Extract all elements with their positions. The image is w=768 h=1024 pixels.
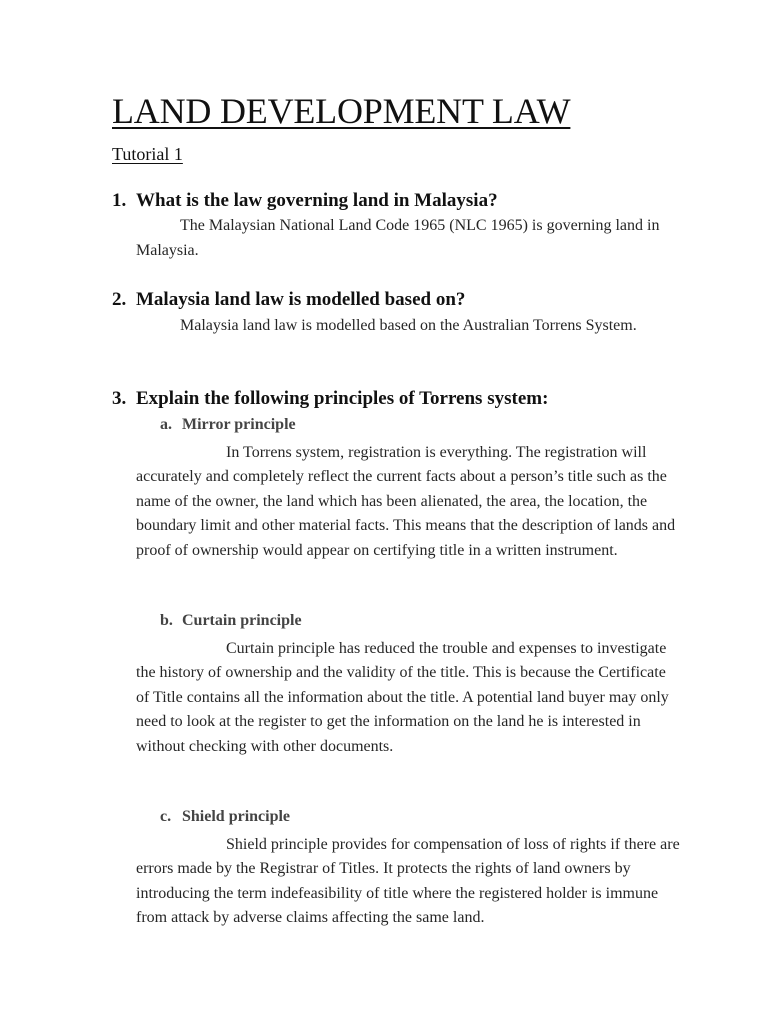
principle-title: Curtain principle xyxy=(182,612,302,629)
principle-letter: b. xyxy=(160,612,173,629)
document-subtitle: Tutorial 1 xyxy=(112,144,183,164)
question-text: Explain the following principles of Torrens system: xyxy=(136,388,549,409)
question-number: 3. xyxy=(112,388,127,409)
principle-heading-curtain xyxy=(160,612,302,630)
principle-title: Mirror principle xyxy=(182,416,296,433)
question-text: What is the law governing land in Malaysia? xyxy=(136,190,498,211)
principle-body-shield: Shield principle provides for compensation of loss of rights if there are errors made by the Registrar of Titles. It protects the rights of land owners by introducing the term indefeasibility of title where the registered holder is immune from attack by adverse claims affecting the same land. xyxy=(136,836,680,927)
question-text: Malaysia land law is modelled based on? xyxy=(136,289,466,310)
question-3 xyxy=(112,388,548,410)
question-1 xyxy=(112,190,498,212)
principle-body-mirror: In Torrens system, registration is everything. The registration will accurately and completely reflect the current facts about a person’s title such as the name of the owner, the land which has been alienated, the area, the location, the boundary limit and other material facts. This means that the description of lands and proof of ownership would appear on certifying title in a written instrument. xyxy=(136,444,676,559)
principle-letter: c. xyxy=(160,808,172,825)
question-number: 2. xyxy=(112,289,127,310)
principle-heading-mirror xyxy=(160,416,296,434)
principle-letter: a. xyxy=(160,416,172,433)
answer-1: The Malaysian National Land Code 1965 (NLC 1965) is governing land in Malaysia. xyxy=(136,217,660,259)
principle-body-curtain: Curtain principle has reduced the trouble and expenses to investigate the history of ownership and the validity of the title. This is because the Certificate of Title contains all the information about the title. A potential land buyer may only need to look at the register to get the information on the land he is interested in without checking with other documents. xyxy=(136,640,669,755)
document-title: LAND DEVELOPMENT LAW xyxy=(112,91,571,131)
question-2 xyxy=(112,289,465,311)
answer-2: Malaysia land law is modelled based on the Australian Torrens System. xyxy=(180,317,637,334)
question-number: 1. xyxy=(112,190,127,211)
principle-title: Shield principle xyxy=(182,808,291,825)
principle-heading-shield xyxy=(160,808,290,826)
